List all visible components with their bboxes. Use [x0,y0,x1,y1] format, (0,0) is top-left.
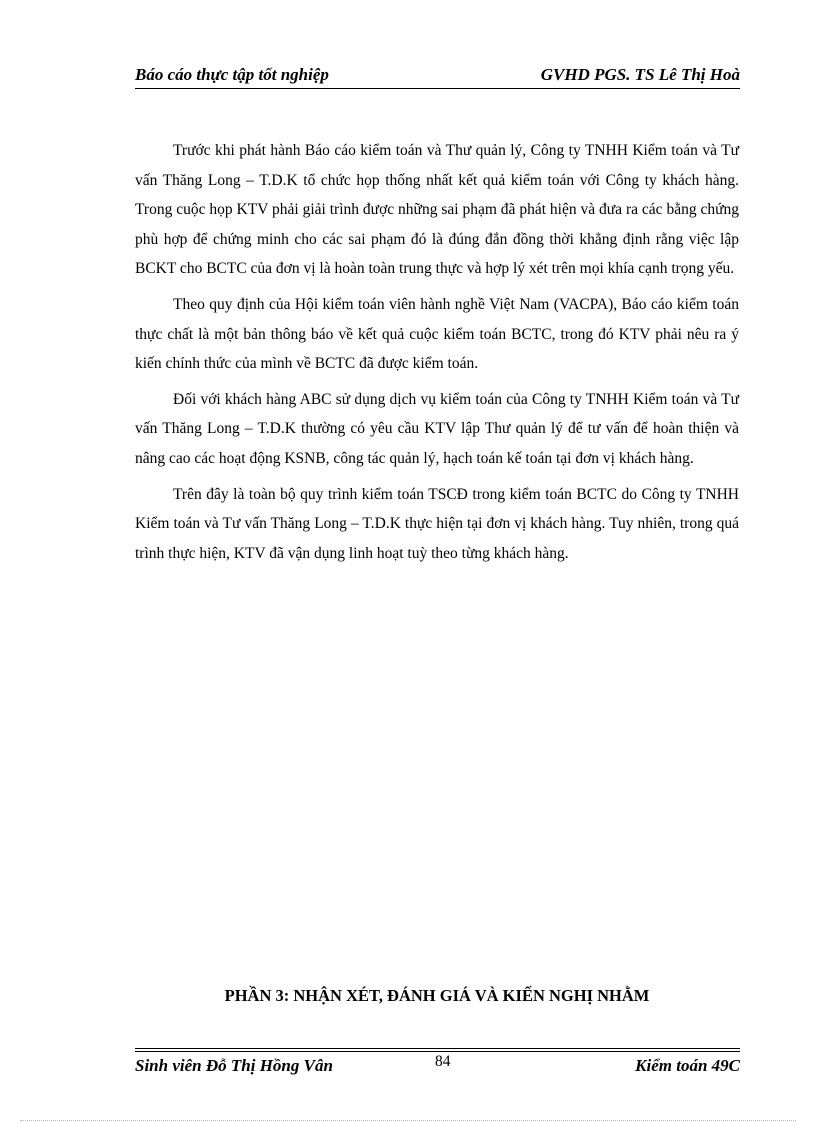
paragraph: Theo quy định của Hội kiểm toán viên hành nghề Việt Nam (VACPA), Báo cáo kiểm toán thực chất là một bản thông báo về kết quả cuộc kiểm toán BCTC, trong đó KTV phải nêu ra ý kiến chính thức của mình về BCTC đã được kiểm toán. [135,295,739,373]
page-edge-divider [20,1120,796,1121]
header-supervisor: GVHD PGS. TS Lê Thị Hoà [540,65,740,84]
header-divider [135,88,740,89]
body-text [135,136,739,574]
header-report-title: Báo cáo thực tập tốt nghiệp [135,65,329,84]
page-header [135,64,740,86]
page-number: 84 [435,1053,451,1070]
footer-divider [135,1048,740,1049]
paragraph: Trước khi phát hành Báo cáo kiểm toán và Thư quản lý, Công ty TNHH Kiểm toán và Tư vấn Thăng Long – T.D.K tổ chức họp thống nhất kết quả kiểm toán với Công ty khách hàng. Trong cuộc họp KTV phải giải trình được những sai phạm đã phát hiện và đưa ra các bằng chứng phù hợp để chứng minh cho các sai phạm đó là đúng đắn đồng thời khẳng định rằng việc lập BCKT cho BCTC của đơn vị là hoàn toàn trung thực và hợp lý xét trên mọi khía cạnh trọng yếu. [135,142,739,278]
page-footer [135,1055,740,1079]
footer-class: Kiểm toán 49C [635,1056,740,1075]
paragraph: Đối với khách hàng ABC sử dụng dịch vụ kiểm toán của Công ty TNHH Kiểm toán và Tư vấn Thăng Long – T.D.K thường có yêu cầu KTV lập Thư quản lý để tư vấn để hoàn thiện và nâng cao các hoạt động KSNB, công tác quản lý, hạch toán kế toán tại đơn vị khách hàng. [135,390,739,467]
paragraph: Trên đây là toàn bộ quy trình kiểm toán TSCĐ trong kiểm toán BCTC do Công ty TNHH Kiểm toán và Tư vấn Thăng Long – T.D.K thực hiện tại đơn vị khách hàng. Tuy nhiên, trong quá trình thực hiện, KTV đã vận dụng linh hoạt tuỳ theo từng khách hàng. [135,485,739,562]
section-heading: PHẦN 3: NHẬN XÉT, ĐÁNH GIÁ VÀ KIẾN NGHỊ NHẰM [224,986,650,1005]
footer-student-name: Sinh viên Đỗ Thị Hồng Vân [135,1056,333,1075]
